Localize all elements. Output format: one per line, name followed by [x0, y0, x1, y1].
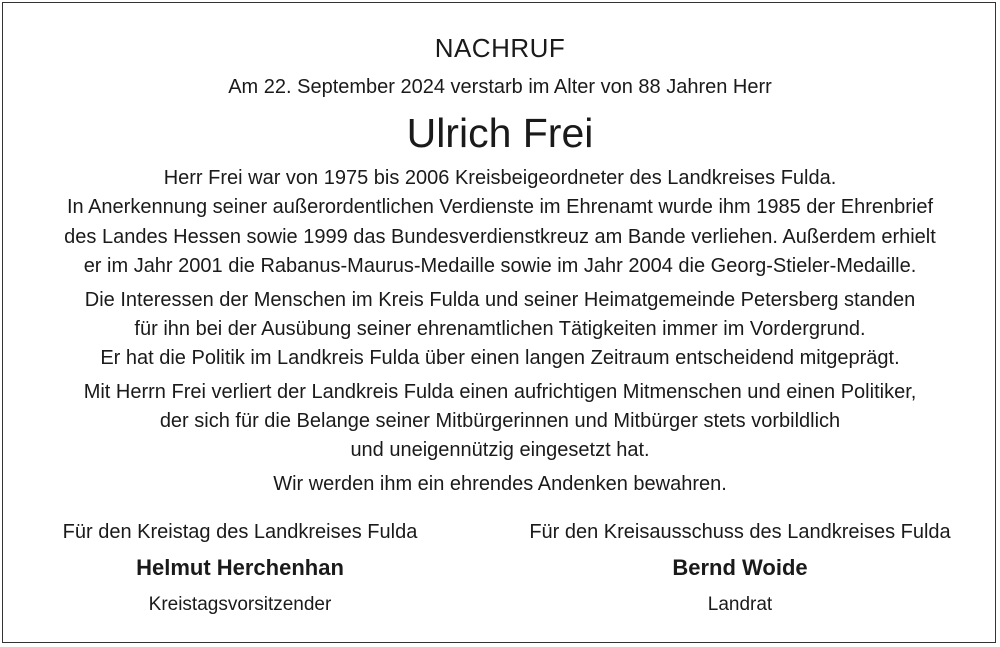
paragraph-2-line-3: Er hat die Politik im Landkreis Fulda über einen langen Zeitraum entscheidend mitgeprägt.	[100, 347, 900, 369]
notice-heading: NACHRUF	[434, 33, 566, 63]
paragraph-2-line-2: für ihn bei der Ausübung seiner ehrenamtlichen Tätigkeiten immer im Vordergrund.	[134, 318, 866, 340]
paragraph-1-line-1: Herr Frei war von 1975 bis 2006 Kreisbeigeordneter des Landkreises Fulda.	[163, 167, 837, 189]
paragraph-3-line-3: und uneigennützig eingesetzt hat.	[350, 439, 650, 461]
deceased-name: Ulrich Frei	[406, 110, 594, 156]
signature-left-role: Kreistagsvorsitzender	[148, 594, 332, 615]
closing-line: Wir werden ihm ein ehrendes Andenken bewahren.	[273, 473, 727, 495]
signature-right-role: Landrat	[707, 594, 773, 615]
signature-left-organization: Für den Kreistag des Landkreises Fulda	[62, 521, 418, 543]
paragraph-1-line-3: des Landes Hessen sowie 1999 das Bundesverdienstkreuz am Bande verliehen. Außerdem erhielt	[64, 226, 936, 248]
signature-left-name: Helmut Herchenhan	[136, 555, 344, 580]
signature-right-organization: Für den Kreisausschuss des Landkreises Fulda	[529, 521, 951, 543]
paragraph-1-line-2: In Anerkennung seiner außerordentlichen Verdienste im Ehrenamt wurde ihm 1985 der Ehrenbrief	[66, 196, 934, 218]
signature-right-name: Bernd Woide	[672, 555, 808, 580]
paragraph-3-line-2: der sich für die Belange seiner Mitbürgerinnen und Mitbürger stets vorbildlich	[159, 410, 841, 432]
paragraph-3-line-1: Mit Herrn Frei verliert der Landkreis Fulda einen aufrichtigen Mitmenschen und einen Politiker,	[83, 381, 917, 403]
paragraph-2-line-1: Die Interessen der Menschen im Kreis Fulda und seiner Heimatgemeinde Petersberg standen	[84, 289, 916, 311]
paragraph-1-line-4: er im Jahr 2001 die Rabanus-Maurus-Medaille sowie im Jahr 2004 die Georg-Stieler-Medaille.	[83, 255, 917, 277]
notice-intro: Am 22. September 2024 verstarb im Alter von 88 Jahren Herr	[228, 76, 772, 98]
